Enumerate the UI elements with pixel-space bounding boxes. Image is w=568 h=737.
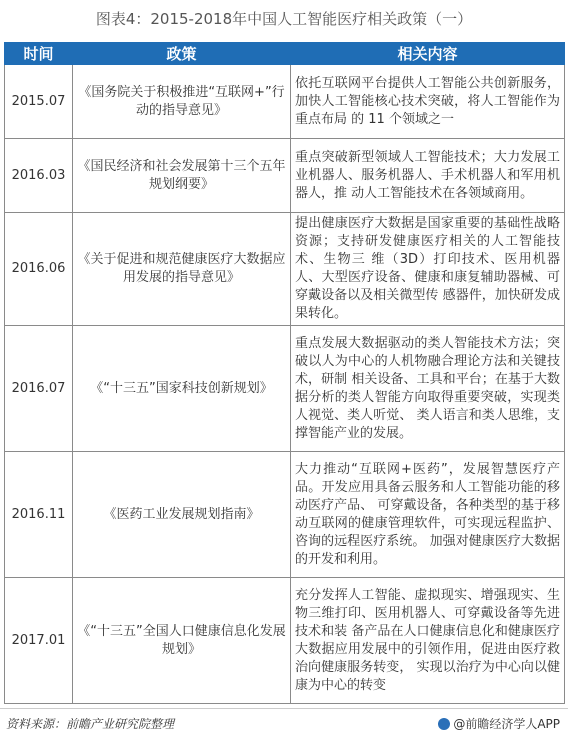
row-content: 提出健康医疗大数据是国家重要的基础性战略资源；支持研发健康医疗相关的人工智能技术、生物三 维（3D）打印技术、医用机器人、大型医疗设备、健康和康复辅助器械、可穿戴设备以及相关微型传 感器件，加快研发成果转化。 [291,213,565,326]
page-title: 图表4：2015-2018年中国人工智能医疗相关政策（一） [95,10,473,28]
row-time: 2017.01 [5,578,73,704]
source-note: 资料来源：前瞻产业研究院整理 [6,717,175,731]
row-content: 重点发展大数据驱动的类人智能技术方法；突破以人为中心的人机物融合理论方法和关键技术，研制 相关设备、工具和平台；在基于大数据分析的类人智能方向取得重要突破，实现类人视觉、类人听觉、 类人语言和类人思维，支撑智能产业的发展。 [291,326,565,452]
row-policy: 《国务院关于积极推进“互联网+”行动的指导意见》 [73,65,291,139]
table-row [5,139,565,213]
row-content: 大力推动“互联网+医药”，发展智慧医疗产品。开发应用具备云服务和人工智能功能的移动医疗产品、 可穿戴设备，各种类型的基于移动互联网的健康管理软件，可实现远程监护、咨询的远程医疗系统。 加强对健康医疗大数据的开发和利用。 [291,452,565,578]
table-row [5,65,565,139]
row-content: 充分发挥人工智能、虚拟现实、增强现实、生物三维打印、医用机器人、可穿戴设备等先进技术和装 备产品在人口健康信息化和健康医疗大数据应用发展中的引领作用，促进由医疗救治向健康服务转变， 实现以治疗为中心向以健康为中心的转变 [291,578,565,704]
brand-label: @前瞻经济学人APP [453,717,560,731]
table-row [5,578,565,704]
header-content: 相关内容 [291,43,565,65]
row-policy: 《医药工业发展规划指南》 [73,452,291,578]
header-time: 时间 [5,43,73,65]
row-content: 依托互联网平台提供人工智能公共创新服务，加快人工智能核心技术突破，将人工智能作为重点布局 的 11 个领域之一 [291,65,565,139]
row-time: 2015.07 [5,65,73,139]
row-policy: 《“十三五”国家科技创新规划》 [73,326,291,452]
row-policy: 《关于促进和规范健康医疗大数据应用发展的指导意见》 [73,213,291,326]
row-time: 2016.11 [5,452,73,578]
row-time: 2016.03 [5,139,73,213]
footer [0,708,568,737]
table-row [5,326,565,452]
brand-logo-icon [438,718,450,730]
brand-attribution [438,715,560,732]
row-time: 2016.07 [5,326,73,452]
row-time: 2016.06 [5,213,73,326]
row-policy: 《国民经济和社会发展第十三个五年规划纲要》 [73,139,291,213]
row-content: 重点突破新型领域人工智能技术；大力发展工业机器人、服务机器人、手术机器人和军用机器人，推 动人工智能技术在各领域商用。 [291,139,565,213]
table-row [5,213,565,326]
table-row [5,452,565,578]
policy-table [4,42,565,704]
table-header-row [5,43,565,65]
row-policy: 《“十三五”全国人口健康信息化发展规划》 [73,578,291,704]
header-policy: 政策 [73,43,291,65]
